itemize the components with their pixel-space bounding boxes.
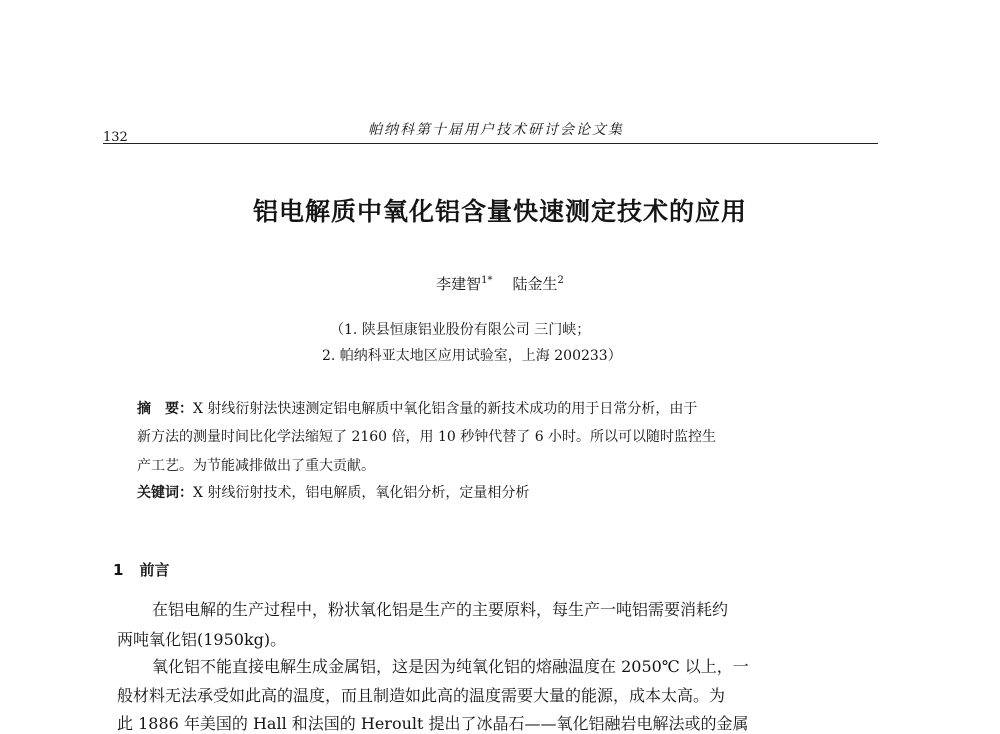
body-line: 在铝电解的生产过程中，粉状氧化铝是生产的主要原料，每生产一吨铝需要消耗约 [152,600,729,619]
affiliation-line: 2. 帕纳科亚太地区应用试验室，上海 200233） [322,348,622,364]
body-line: 此 1886 年美国的 Hall 和法国的 Heroult 提出了冰晶石——氧化铝融岩电解法或的金属 [117,714,749,733]
body-line: 氧化铝不能直接电解生成金属铝，这是因为纯氧化铝的熔融温度在 2050℃ 以上，一 [152,657,749,676]
author-mark: 2 [557,275,564,286]
keywords-label: 关键词： [137,485,193,501]
header-rule [103,143,878,144]
paper-title: 铝电解质中氧化铝含量快速测定技术的应用 [252,197,747,226]
author-mark: 1* [481,275,493,286]
abstract-line: 新方法的测量时间比化学法缩短了 2160 倍，用 10 秒钟代替了 6 小时。所以可以随时监控生 [137,429,717,445]
section-title: 前言 [139,561,170,579]
abstract-text: X 射线衍射法快速测定铝电解质中氧化铝含量的新技术成功的用于日常分析，由于 [193,401,698,417]
body-line: 两吨氧化铝(1950kg)。 [117,630,287,649]
affiliation-line: （1. 陕县恒康铝业股份有限公司 三门峡； [330,322,591,338]
abstract-line: 产工艺。为节能减排做出了重大贡献。 [137,458,375,474]
author-name: 李建智 [436,275,482,293]
section-heading [113,559,169,580]
keywords-text: X 射线衍射技术，铝电解质，氧化铝分析，定量相分析 [193,485,530,501]
body-line: 般材料无法承受如此高的温度，而且制造如此高的温度需要大量的能源，成本太高。为 [117,686,726,705]
running-head: 帕纳科第十届用户技术研讨会论文集 [368,122,624,138]
abstract-line [137,398,697,418]
page-number: 132 [103,130,128,145]
section-number: 1 [113,561,124,579]
abstract-label: 摘 要： [137,401,193,417]
keywords-line [137,482,529,502]
author-list [0,273,1000,294]
author-name: 陆金生 [512,275,558,293]
